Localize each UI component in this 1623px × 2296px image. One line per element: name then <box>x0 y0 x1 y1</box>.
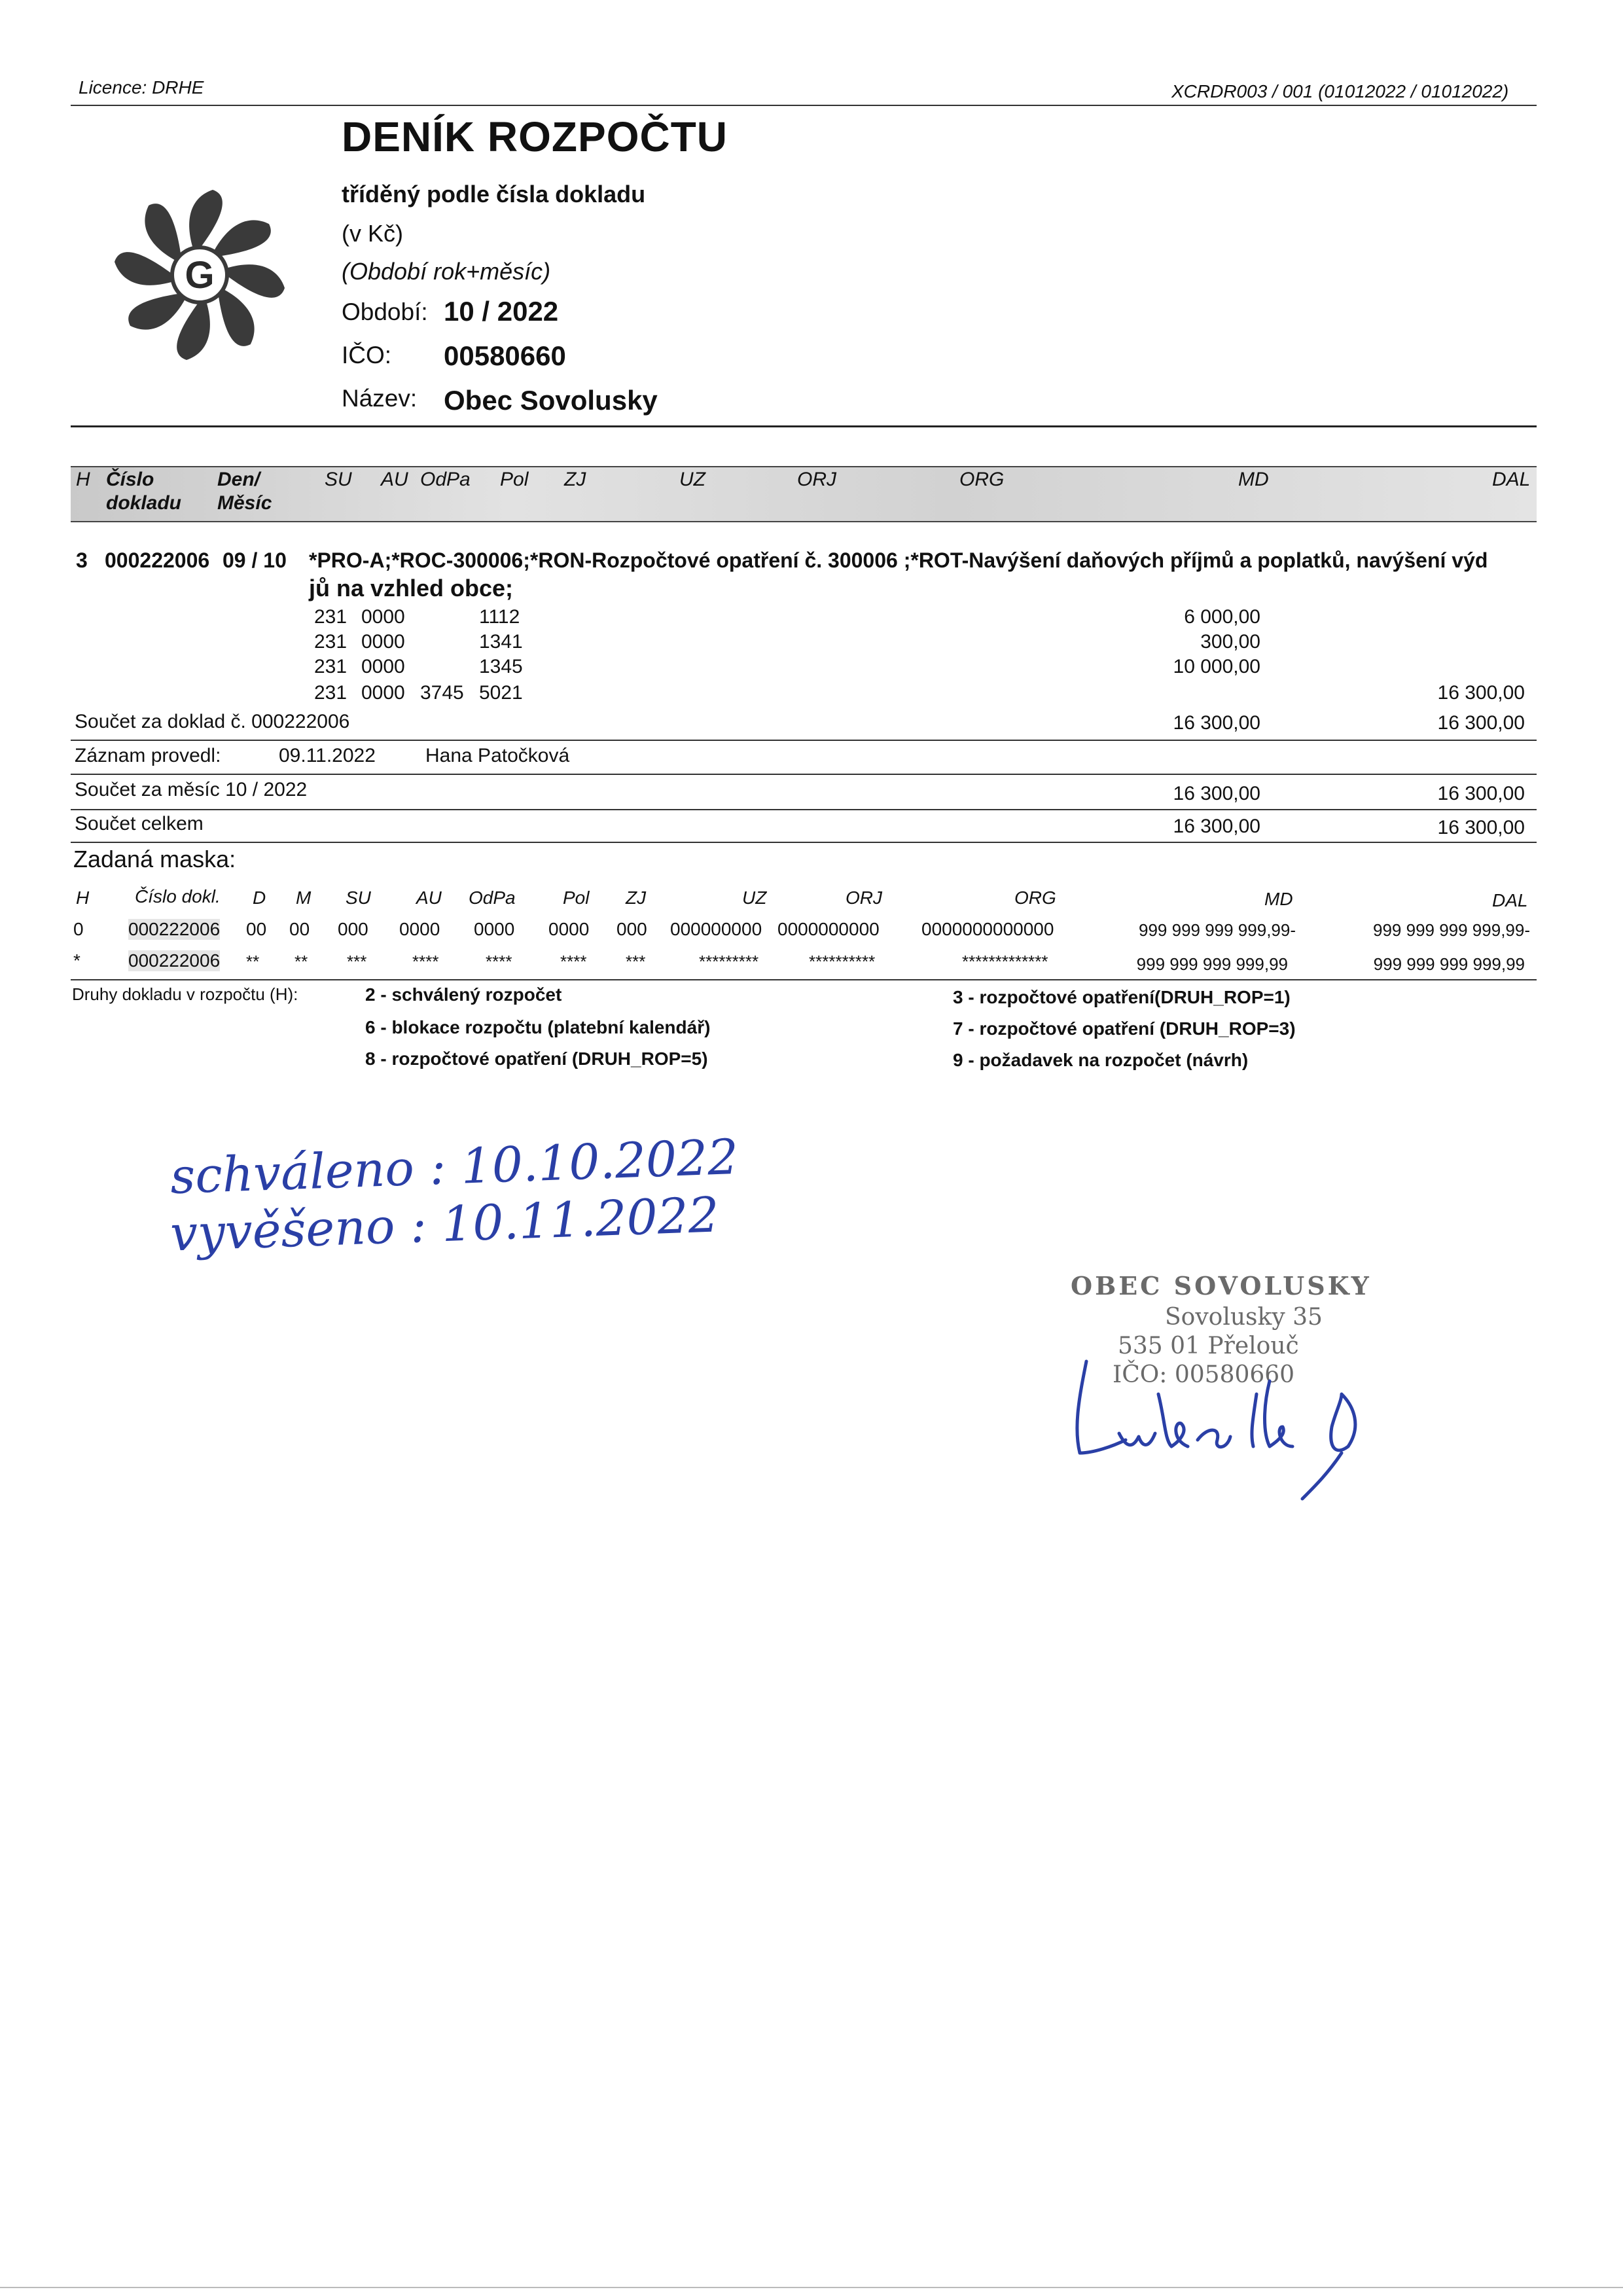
total-sum-dal: 16 300,00 <box>1437 817 1525 838</box>
line-pol: 1341 <box>479 631 523 653</box>
mask-orj: ********** <box>809 952 876 971</box>
record-label: Záznam provedl: <box>75 745 221 766</box>
report-code: XCRDR003 / 001 (01012022 / 01012022) <box>1171 81 1509 101</box>
mask-odpa: **** <box>486 952 512 971</box>
rule <box>71 774 1537 775</box>
mask-col-orj: ORJ <box>846 888 882 908</box>
line-au: 0000 <box>361 606 405 628</box>
mask-col-d: D <box>253 888 266 908</box>
col-h: H <box>76 469 90 490</box>
doc-type-item: 7 - rozpočtové opatření (DRUH_ROP=3) <box>953 1018 1296 1039</box>
stamp-line-3: 535 01 Přelouč <box>1118 1333 1299 1359</box>
doc-types-label: Druhy dokladu v rozpočtu (H): <box>72 984 298 1004</box>
rule <box>71 979 1537 980</box>
line-md: 10 000,00 <box>1173 656 1260 677</box>
rule <box>71 740 1537 741</box>
record-person: Hana Patočková <box>425 745 570 766</box>
stamp-line-2: Sovolusky 35 <box>1165 1304 1323 1331</box>
mask-col-odpa: OdPa <box>469 888 516 908</box>
mask-col-au: AU <box>416 888 442 908</box>
mask-col-md: MD <box>1264 889 1293 909</box>
col-md: MD <box>1238 469 1269 490</box>
doc-type-item: 2 - schválený rozpočet <box>365 984 562 1005</box>
period-label: Období: <box>342 298 428 325</box>
line-su: 231 <box>314 606 348 628</box>
handwritten-posted: vyvěšeno : 10.11.2022 <box>169 1187 721 1263</box>
record-date: 09.11.2022 <box>279 745 376 766</box>
title-rule <box>71 425 1537 427</box>
col-day-2: Měsíc <box>217 492 272 514</box>
mask-col-m: M <box>296 888 312 908</box>
mask-h: 0 <box>73 919 84 939</box>
handwritten-approved: schváleno : 10.10.2022 <box>169 1128 740 1206</box>
sum-doc-dal: 16 300,00 <box>1437 712 1525 734</box>
entry-doc-no: 000222006 <box>105 548 210 572</box>
name-label: Název: <box>342 385 418 412</box>
col-org: ORG <box>959 469 1005 490</box>
mask-au: 0000 <box>399 919 440 939</box>
period-type: (Období rok+měsíc) <box>342 258 551 285</box>
doc-type-item: 3 - rozpočtové opatření(DRUH_ROP=1) <box>953 987 1291 1007</box>
line-su: 231 <box>314 656 348 677</box>
line-pol: 5021 <box>479 682 523 704</box>
mask-uz: 000000000 <box>670 919 762 939</box>
mask-uz: ********* <box>699 952 759 971</box>
mask-col-dal: DAL <box>1492 890 1528 910</box>
mask-md: 999 999 999 999,99 <box>1136 954 1288 974</box>
mask-m: ** <box>294 952 308 971</box>
mask-zj: 000 <box>616 919 647 939</box>
col-su: SU <box>325 469 352 490</box>
mask-m: 00 <box>289 919 310 939</box>
licence-label: Licence: DRHE <box>79 77 204 98</box>
col-doc-2: dokladu <box>106 492 182 514</box>
col-dal: DAL <box>1492 469 1531 490</box>
mask-h: * <box>73 950 80 971</box>
line-au: 0000 <box>361 631 405 653</box>
col-odpa: OdPa <box>420 469 471 490</box>
mask-col-h: H <box>76 888 90 908</box>
col-zj: ZJ <box>564 469 586 490</box>
entry-text-2: jů na vzhled obce; <box>309 575 514 601</box>
logo-icon <box>111 187 288 363</box>
currency-note: (v Kč) <box>342 220 403 247</box>
sum-doc-label: Součet za doklad č. 000222006 <box>75 711 350 732</box>
mask-dal: 999 999 999 999,99- <box>1373 920 1530 940</box>
mask-dal: 999 999 999 999,99 <box>1373 954 1525 974</box>
logo-letter: G <box>185 254 215 296</box>
col-day-1: Den/ <box>217 469 260 490</box>
mask-orj: 0000000000 <box>777 919 880 939</box>
mask-su: *** <box>347 952 367 971</box>
doc-type-item: 9 - požadavek na rozpočet (návrh) <box>953 1050 1249 1070</box>
col-au: AU <box>381 469 408 490</box>
mask-org: ************* <box>962 952 1048 971</box>
stamp-line-1: OBEC SOVOLUSKY <box>1071 1271 1372 1300</box>
mask-doc: 000222006 <box>128 950 221 971</box>
mask-col-doc: Číslo dokl. <box>135 886 221 906</box>
mask-d: 00 <box>246 919 267 939</box>
subtitle: tříděný podle čísla dokladu <box>342 181 646 207</box>
period-value: 10 / 2022 <box>444 296 559 327</box>
mask-su: 000 <box>338 919 368 939</box>
doc-type-item: 6 - blokace rozpočtu (platební kalendář) <box>365 1017 711 1037</box>
line-su: 231 <box>314 682 348 704</box>
total-sum-label: Součet celkem <box>75 813 204 834</box>
line-su: 231 <box>314 631 348 653</box>
sum-doc-md: 16 300,00 <box>1173 712 1260 734</box>
scan-edge <box>0 2287 1623 2288</box>
signature-icon <box>1067 1355 1381 1505</box>
page-title: DENÍK ROZPOČTU <box>342 113 728 160</box>
mask-pol: **** <box>560 952 587 971</box>
mask-col-su: SU <box>346 888 371 908</box>
mask-au: **** <box>412 952 439 971</box>
mask-col-org: ORG <box>1014 888 1056 908</box>
mask-md: 999 999 999 999,99- <box>1139 920 1296 940</box>
ico-value: 00580660 <box>444 340 566 371</box>
total-sum-md: 16 300,00 <box>1173 816 1260 837</box>
mask-col-pol: Pol <box>563 888 590 908</box>
rule <box>71 842 1537 843</box>
stamp-line-4: IČO: 00580660 <box>1113 1361 1295 1388</box>
line-md: 300,00 <box>1200 631 1260 653</box>
entry-h: 3 <box>76 548 88 572</box>
line-odpa: 3745 <box>420 682 464 704</box>
rule <box>71 809 1537 810</box>
ico-label: IČO: <box>342 342 392 368</box>
mask-odpa: 0000 <box>474 919 515 939</box>
doc-type-item: 8 - rozpočtové opatření (DRUH_ROP=5) <box>365 1049 708 1069</box>
name-value: Obec Sovolusky <box>444 385 658 416</box>
mask-col-zj: ZJ <box>626 888 647 908</box>
line-pol: 1345 <box>479 656 523 677</box>
mask-org: 0000000000000 <box>921 919 1054 939</box>
col-doc-1: Číslo <box>106 469 154 490</box>
line-dal: 16 300,00 <box>1437 682 1525 704</box>
month-sum-dal: 16 300,00 <box>1437 783 1525 804</box>
month-sum-md: 16 300,00 <box>1173 783 1260 804</box>
month-sum-label: Součet za měsíc 10 / 2022 <box>75 779 308 800</box>
entry-text-1: *PRO-A;*ROC-300006;*RON-Rozpočtové opatření č. 300006 ;*ROT-Navýšení daňových příjmů a poplatků, navýšení výd <box>309 548 1488 572</box>
mask-pol: 0000 <box>548 919 590 939</box>
col-orj: ORJ <box>797 469 836 490</box>
col-pol: Pol <box>500 469 529 490</box>
line-md: 6 000,00 <box>1184 606 1260 628</box>
entry-date: 09 / 10 <box>223 548 287 572</box>
line-au: 0000 <box>361 656 405 677</box>
mask-d: ** <box>246 952 260 971</box>
col-uz: UZ <box>679 469 705 490</box>
header-rule <box>71 105 1537 106</box>
mask-title: Zadaná maska: <box>73 846 236 872</box>
line-pol: 1112 <box>479 606 520 628</box>
line-au: 0000 <box>361 682 405 704</box>
mask-zj: *** <box>626 952 646 971</box>
mask-doc: 000222006 <box>128 919 221 939</box>
mask-col-uz: UZ <box>742 888 767 908</box>
